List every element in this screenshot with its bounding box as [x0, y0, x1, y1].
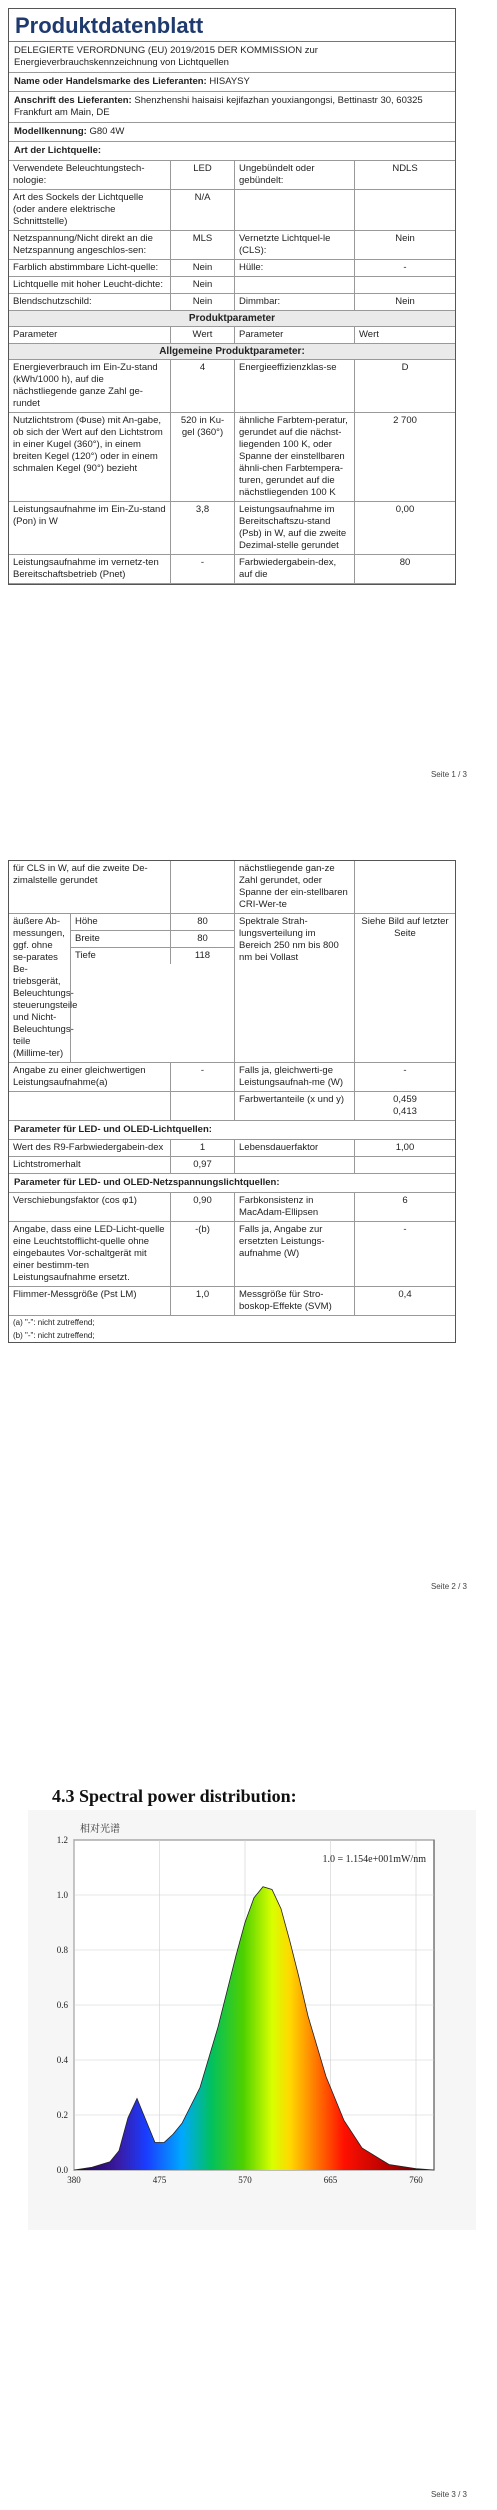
- table-cell: 1: [171, 1140, 235, 1156]
- table-cell: MLS: [171, 231, 235, 259]
- table-row: [9, 1193, 455, 1222]
- equivalent-power-table: [9, 1063, 455, 1121]
- y-tick-label: 0.6: [56, 2000, 68, 2010]
- chart-heading: 4.3 Spectral power distribution:: [52, 1786, 297, 1806]
- section-general: Allgemeine Produktparameter:: [9, 344, 455, 360]
- y-tick-label: 0.4: [56, 2055, 68, 2065]
- table-row: [9, 1092, 455, 1121]
- mains-params-table: [9, 1193, 455, 1316]
- y-tick-label: 0.8: [56, 1945, 68, 1955]
- dim-row: Tiefe 118: [71, 948, 234, 964]
- table-cell: D: [401, 362, 409, 373]
- table-cell: 3,8: [171, 502, 235, 554]
- table-cell: 80: [399, 557, 411, 568]
- table-row: [9, 502, 455, 555]
- table-cell: [355, 190, 455, 230]
- page-1: [0, 0, 497, 790]
- table-cell: Leistungsaufnahme im Ein-Zu-stand (Pon) in W: [9, 502, 171, 554]
- table-cell: Vernetzte Lichtquel-le (CLS):: [235, 231, 355, 259]
- table-cell: Nein: [395, 296, 415, 307]
- table-cell: Nutzlichtstrom (Φuse) mit An-gabe, ob sich der Wert auf den Lichtstrom in einer Kugel (360°), in einem breiten Kegel (120°) oder in einem schmalen Kegel (90°) bezieht: [9, 413, 171, 501]
- table-row: [9, 1063, 455, 1092]
- page-number: Seite 1 / 3: [430, 770, 467, 779]
- led-params-table: [9, 1140, 455, 1174]
- table-cell: Lebensdauerfaktor: [235, 1140, 355, 1156]
- table-cell: [355, 861, 455, 913]
- table-cell: LED: [171, 161, 235, 189]
- table-cell: [235, 190, 355, 230]
- table-cell: für CLS in W, auf die zweite De-zimalstelle gerundet: [9, 861, 171, 913]
- section-params: Produktparameter: [9, 311, 455, 327]
- x-tick-label: 380: [67, 2175, 81, 2185]
- address-value: Shenzhenshi haisaisi kejifazhan youxiangongsi, Bettinastr 30, 60325 Frankfurt am Main, DE: [14, 95, 423, 118]
- table-cell: Energieeffizienzklas-se: [235, 360, 355, 412]
- table-cell: 1,0: [171, 1287, 235, 1315]
- table-cell: Angabe, dass eine LED-Licht-quelle eine Leuchtstofflicht-quelle ohne eingebautes Vor-schaltgerät mit einer bestimm-ten Leistungsaufnahme ersetzt.: [9, 1222, 171, 1286]
- table-cell: 1,00: [395, 1142, 415, 1153]
- table-cell: 0,4: [398, 1289, 412, 1300]
- table-cell: Lichtquelle mit hoher Leucht-dichte:: [9, 277, 171, 293]
- table-row: [9, 360, 455, 413]
- chart-title: 相对光谱: [80, 1824, 120, 1835]
- address-label: Anschrift des Lieferanten:: [14, 95, 132, 106]
- table-cell: 0,97: [171, 1157, 235, 1173]
- table-cell: Angabe zu einer gleichwertigen Leistungsaufnahme(a): [9, 1063, 171, 1091]
- table-cell: Verwendete Beleuchtungstech-nologie:: [9, 161, 171, 189]
- dimensions-row: [9, 914, 455, 1063]
- table-cell: [9, 1092, 171, 1120]
- brand-value: HISAYSY: [209, 76, 250, 87]
- table-row: [9, 1140, 455, 1157]
- col-header: Wert: [359, 329, 379, 340]
- spectrum-chart-frame: [28, 1810, 476, 2230]
- table-cell: 0,00: [395, 504, 415, 515]
- section-led: Parameter für LED- und OLED-Lichtquellen:: [14, 1124, 212, 1135]
- footnote: (b) "-": nicht zutreffend;: [13, 1331, 95, 1340]
- table-cell: Nein: [395, 233, 415, 244]
- table-cell: Energieverbrauch im Ein-Zu-stand (kWh/1000 h), auf die nächstliegende ganze Zahl ge-rundet: [9, 360, 171, 412]
- table-cell: Falls ja, gleichwerti-ge Leistungsaufnah-me (W): [235, 1063, 355, 1091]
- table-cell: 4: [171, 360, 235, 412]
- y-tick-label: 1.2: [56, 1835, 68, 1845]
- table-cell: Ungebündelt oder gebündelt:: [235, 161, 355, 189]
- dimensions-label: äußere Ab-messungen, ggf. ohne se-parates Be-triebsgerät, Beleuchtungs-steuerungsteile und Nicht-Beleuchtungs-teile (Millime-ter): [9, 914, 71, 1062]
- regulation-text: DELEGIERTE VERORDNUNG (EU) 2019/2015 DER KOMMISSION zur Energieverbrauchskennzeichnung von Lichtquellen: [14, 45, 318, 68]
- spectrum-chart: [28, 1810, 476, 2230]
- table-row: [9, 294, 455, 311]
- page-number: Seite 2 / 3: [430, 1582, 467, 1591]
- table-cell: Lichtstromerhalt: [9, 1157, 171, 1173]
- x-tick-label: 475: [152, 2175, 167, 2185]
- table-cell: 520 in Ku-gel (360°): [171, 413, 235, 501]
- table-cell: -: [171, 555, 235, 583]
- table-row: [9, 1287, 455, 1316]
- table-cell: ähnliche Farbtem-peratur, gerundet auf die nächst-liegenden 100 K, oder Spanne der einstellbaren ähnli-chen Farbtempera-turen, gerundet auf die nächstliegenden 100 K: [235, 413, 355, 501]
- table-row: [9, 1157, 455, 1174]
- spectral-label: Spektrale Strah-lungsverteilung im Bereich 250 nm bis 800 nm bei Vollast: [235, 914, 355, 1062]
- table-cell: [171, 1092, 235, 1120]
- table-cell: Messgröße für Stro-boskop-Effekte (SVM): [235, 1287, 355, 1315]
- table-cell: -: [403, 1224, 407, 1235]
- col-header: Wert: [171, 327, 235, 343]
- table-cell: [235, 277, 355, 293]
- general-params-table: [9, 360, 455, 584]
- table-cell: Leistungsaufnahme im vernetz-ten Bereitschaftsbetrieb (Pnet): [9, 555, 171, 583]
- chart-legend: 1.0 = 1.154e+001mW/nm: [322, 1854, 426, 1865]
- model-label: Modellkennung:: [14, 126, 87, 137]
- page-title: Produktdatenblatt: [9, 9, 455, 42]
- table-row: [9, 161, 455, 190]
- table-cell: 0,90: [171, 1193, 235, 1221]
- x-tick-label: 760: [409, 2175, 423, 2185]
- dim-row: Höhe 80: [71, 914, 234, 931]
- column-header-row: [9, 327, 455, 344]
- table-cell: Falls ja, Angabe zur ersetzten Leistungs-aufnahme (W): [235, 1222, 355, 1286]
- table-row: [9, 277, 455, 294]
- section-mains: Parameter für LED- und OLED-Netzspannungslichtquellen:: [14, 1177, 280, 1188]
- cri-continuation: [9, 861, 455, 914]
- table-cell: nächstliegende gan-ze Zahl gerundet, oder Spanne der ein-stellbaren CRI-Wer-te: [235, 861, 355, 913]
- table-row: [9, 231, 455, 260]
- table-row: [9, 413, 455, 502]
- y-tick-label: 1.0: [56, 1890, 68, 1900]
- table-cell: Nein: [171, 260, 235, 276]
- table-cell: Farbkonsistenz in MacAdam-Ellipsen: [235, 1193, 355, 1221]
- table-cell: 6: [402, 1195, 408, 1206]
- table-row: [9, 1222, 455, 1287]
- footnote: (a) "-": nicht zutreffend;: [13, 1318, 95, 1327]
- y-tick-label: 0.2: [56, 2110, 68, 2120]
- dim-row: Breite 80: [71, 931, 234, 948]
- table-cell: Farblich abstimmbare Licht-quelle:: [9, 260, 171, 276]
- page-number: Seite 3 / 3: [430, 2490, 467, 2499]
- page-2: [0, 840, 497, 1610]
- brand-label: Name oder Handelsmarke des Lieferanten:: [14, 76, 207, 87]
- type-table: [9, 161, 455, 311]
- section-type: Art der Lichtquelle:: [14, 145, 102, 156]
- table-cell: Nein: [171, 294, 235, 310]
- table-cell: Dimmbar:: [235, 294, 355, 310]
- table-cell: N/A: [171, 190, 235, 230]
- table-cell: Verschiebungsfaktor (cos φ1): [9, 1193, 171, 1221]
- x-tick-label: 665: [323, 2175, 338, 2185]
- col-header: Parameter: [235, 327, 355, 343]
- product-sheet-p2: [8, 860, 456, 1343]
- y-tick-label: 0.0: [56, 2165, 68, 2175]
- dimensions-table: [71, 914, 235, 1062]
- spectral-value: Siehe Bild auf letzter Seite: [361, 916, 449, 939]
- col-header: Parameter: [9, 327, 171, 343]
- table-cell: Flimmer-Messgröße (Pst LM): [9, 1287, 171, 1315]
- table-row: [9, 260, 455, 277]
- table-cell: Wert des R9-Farbwiedergabein-dex: [9, 1140, 171, 1156]
- table-cell: Nein: [171, 277, 235, 293]
- table-cell: Leistungsaufnahme im Bereitschaftszu-stand (Psb) in W, auf die zweite Dezimal-stelle gerundet: [235, 502, 355, 554]
- table-row: [9, 861, 455, 914]
- table-cell: Blendschutzschild:: [9, 294, 171, 310]
- table-cell: -: [171, 1063, 235, 1091]
- table-cell: [235, 1157, 355, 1173]
- table-cell: [355, 1157, 455, 1173]
- table-cell: Farbwiedergabein-dex, auf die: [235, 555, 355, 583]
- x-tick-label: 570: [238, 2175, 252, 2185]
- table-row: [9, 555, 455, 584]
- table-row: [9, 190, 455, 231]
- table-cell: NDLS: [392, 163, 418, 174]
- table-cell: [171, 861, 235, 913]
- table-cell: Hülle:: [235, 260, 355, 276]
- table-cell: -(b): [171, 1222, 235, 1286]
- table-cell: [355, 277, 455, 293]
- table-cell: -: [403, 262, 407, 273]
- table-cell: Farbwertanteile (x und y): [235, 1092, 355, 1120]
- page-3: [0, 1660, 497, 2510]
- table-cell: Art des Sockels der Lichtquelle (oder andere elektrische Schnittstelle): [9, 190, 171, 230]
- table-cell: 0,459 0,413: [393, 1094, 417, 1117]
- table-cell: 2 700: [393, 415, 417, 426]
- product-sheet-p1: [8, 8, 456, 585]
- table-cell: -: [403, 1065, 407, 1076]
- model-value: G80 4W: [89, 126, 125, 137]
- table-cell: Netzspannung/Nicht direkt an die Netzspannung angeschlos-sen:: [9, 231, 171, 259]
